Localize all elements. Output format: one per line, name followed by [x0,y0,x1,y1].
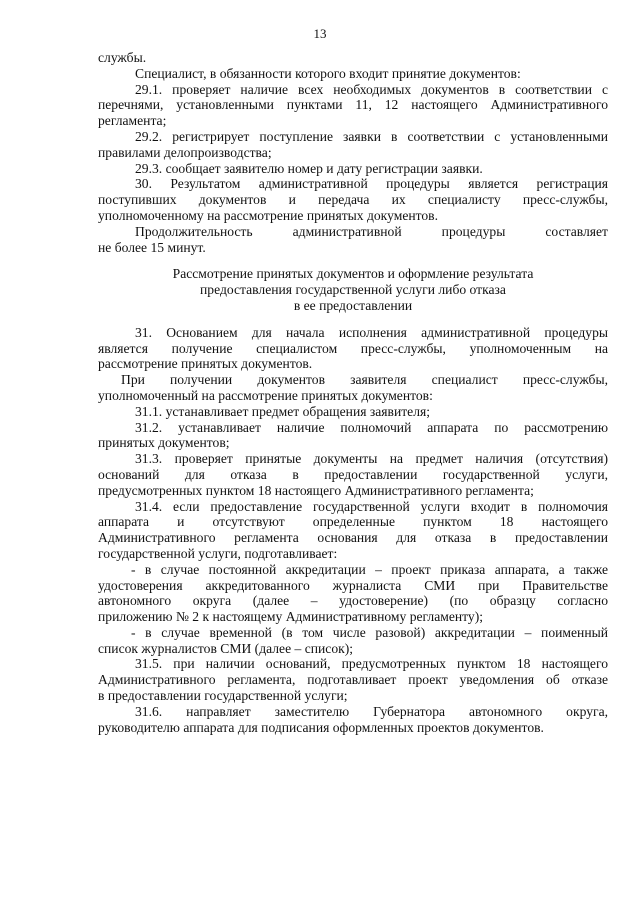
text-line: 30. Результатом административной процедуры является регистрация [135,176,608,192]
text-line: удостоверения аккредитованного журналиста СМИ при Правительстве [98,577,608,593]
text-line: рассмотрение принятых документов. [98,356,313,372]
document-body [98,50,608,735]
text-line: 31. Основанием для начала исполнения административной процедуры [135,324,608,340]
text-line: службы. [98,50,147,65]
text-line: предусмотренных пунктом 18 настоящего Административного регламента; [98,482,534,498]
text-line: не более 15 минут. [98,239,206,255]
text-line: 31.2. устанавливает наличие полномочий аппарата по рассмотрению [135,419,608,435]
section-heading-line: Рассмотрение принятых документов и оформление результата [172,266,534,282]
text-line: оснований для отказа в предоставлении государственной услуги, [98,466,608,482]
text-line: государственной услуги, подготавливает: [98,545,338,561]
text-line: 31.4. если предоставление государственной услуги входит в полномочия [135,498,608,514]
text-line: является получение специалистом пресс-службы, уполномоченным на [98,340,608,356]
text-line: - в случае постоянной аккредитации – проект приказа аппарата, а также [131,561,608,577]
text-line: регламента; [98,113,167,129]
page-number: 13 [313,26,327,41]
text-line: - в случае временной (в том числе разовой) аккредитации – поименный [131,624,608,640]
text-line: аппарата и отсутствуют определенные пунктом 18 настоящего [98,514,608,530]
text-line: руководителю аппарата для подписания оформленных проектов документов. [98,719,544,735]
section-heading-line: предоставления государственной услуги либо отказа [200,282,506,298]
text-line: Административного регламента, подготавливает проект уведомления об отказе [98,672,608,688]
text-line: поступивших документов и передача их специалисту пресс-службы, [98,192,608,208]
text-line: 31.3. проверяет принятые документы на предмет наличия (отсутствия) [135,451,608,467]
text-line: уполномоченному на рассмотрение принятых документов. [98,207,439,223]
text-line: При получении документов заявителя специалист пресс-службы, [121,372,608,388]
text-line: 31.5. при наличии оснований, предусмотренных пунктом 18 настоящего [135,656,608,672]
text-line: 31.6. направляет заместителю Губернатора автономного округа, [135,703,608,719]
text-line: 31.1. устанавливает предмет обращения заявителя; [135,403,431,419]
text-line: в предоставлении государственной услуги; [98,688,348,704]
text-line: 29.1. проверяет наличие всех необходимых документов в соответствии с [135,81,608,97]
text-line: 29.2. регистрирует поступление заявки в соответствии с установленными [135,128,608,144]
text-line: принятых документов; [98,435,230,451]
text-line: автономного округа (далее – удостоверение) (по образцу согласно [98,593,608,609]
section-heading-line: в ее предоставлении [293,297,413,313]
text-line: 29.3. сообщает заявителю номер и дату регистрации заявки. [135,160,483,176]
text-line: правилами делопроизводства; [98,144,272,160]
text-line: уполномоченный на рассмотрение принятых документов: [98,387,433,403]
text-line: Административного регламента основания для отказа в предоставлении [98,530,608,546]
text-line: список журналистов СМИ (далее – список); [98,640,354,656]
text-line: приложению № 2 к настоящему Административному регламенту); [98,609,484,625]
text-line: перечнями, установленными пунктами 11, 12 настоящего Административного [98,97,608,113]
text-line: Специалист, в обязанности которого входит принятие документов: [135,65,521,81]
text-line: Продолжительность административной процедуры составляет [135,223,608,239]
